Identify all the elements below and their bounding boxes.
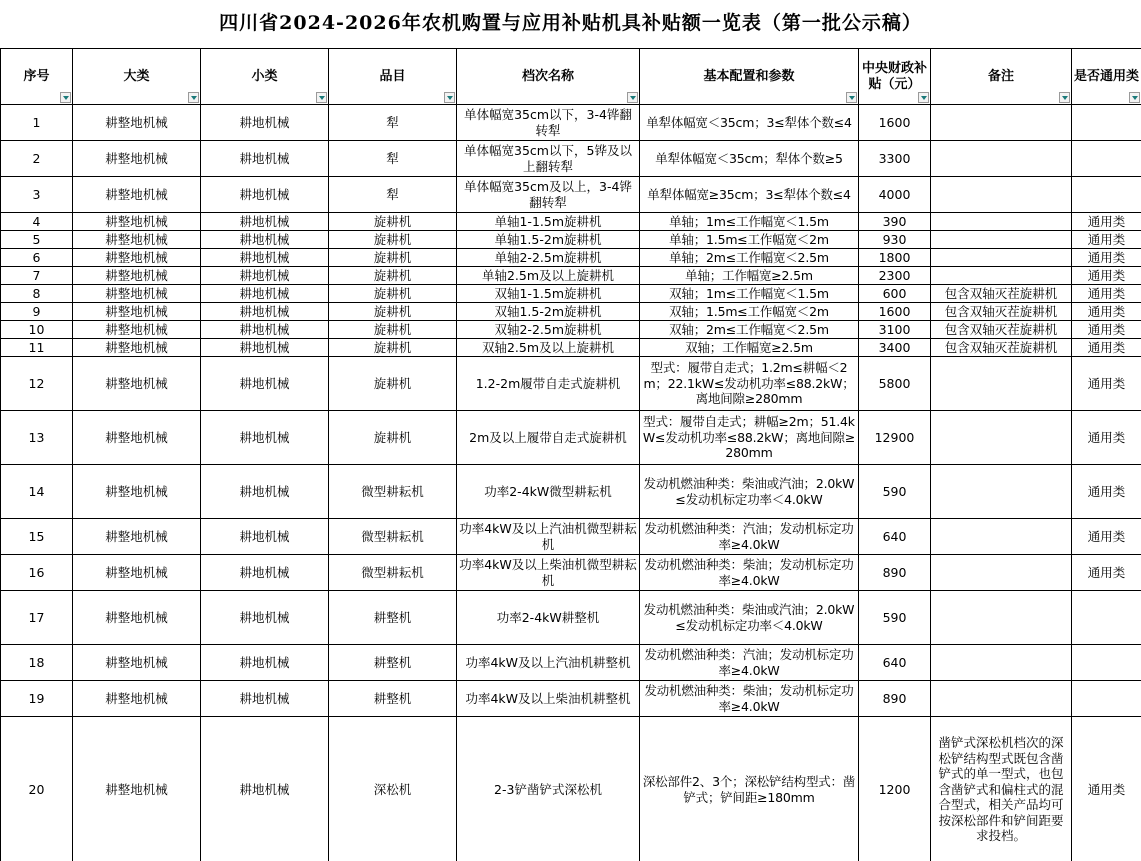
cell-category[interactable]: 耕整地机械 bbox=[73, 141, 201, 177]
cell-grade[interactable]: 单体幅宽35cm及以上，3-4铧翻转犁 bbox=[457, 177, 640, 213]
table-row bbox=[1, 357, 1141, 411]
cell-subcategory[interactable]: 耕地机械 bbox=[201, 285, 329, 303]
cell-grade[interactable]: 1.2-2m履带自走式旋耕机 bbox=[457, 357, 640, 411]
cell-item[interactable]: 旋耕机 bbox=[329, 411, 457, 465]
cell-no[interactable]: 11 bbox=[1, 339, 73, 357]
filter-dropdown-icon[interactable] bbox=[188, 92, 199, 103]
column-header-no[interactable]: 序号 bbox=[1, 49, 73, 105]
cell-no[interactable]: 13 bbox=[1, 411, 73, 465]
cell-item[interactable]: 微型耕耘机 bbox=[329, 465, 457, 519]
cell-grade[interactable]: 单轴1-1.5m旋耕机 bbox=[457, 213, 640, 231]
cell-general[interactable]: 通用类 bbox=[1072, 303, 1141, 321]
table-row bbox=[1, 465, 1141, 519]
table-row bbox=[1, 303, 1141, 321]
subsidy-table bbox=[0, 48, 1141, 861]
cell-subsidy[interactable]: 3400 bbox=[859, 339, 931, 357]
cell-grade[interactable]: 单轴2.5m及以上旋耕机 bbox=[457, 267, 640, 285]
cell-general[interactable] bbox=[1072, 177, 1141, 213]
cell-no[interactable]: 10 bbox=[1, 321, 73, 339]
column-header-category[interactable]: 大类 bbox=[73, 49, 201, 105]
table-row bbox=[1, 519, 1141, 555]
cell-no[interactable]: 4 bbox=[1, 213, 73, 231]
cell-category[interactable]: 耕整地机械 bbox=[73, 591, 201, 645]
cell-note[interactable] bbox=[931, 357, 1072, 411]
cell-subsidy[interactable]: 1600 bbox=[859, 105, 931, 141]
cell-grade[interactable]: 功率4kW及以上柴油机微型耕耘机 bbox=[457, 555, 640, 591]
cell-category[interactable]: 耕整地机械 bbox=[73, 465, 201, 519]
cell-note[interactable] bbox=[931, 177, 1072, 213]
cell-config[interactable]: 发动机燃油种类：柴油或汽油；2.0kW≤发动机标定功率＜4.0kW bbox=[640, 591, 859, 645]
cell-subcategory[interactable]: 耕地机械 bbox=[201, 141, 329, 177]
cell-subcategory[interactable]: 耕地机械 bbox=[201, 105, 329, 141]
cell-config[interactable]: 发动机燃油种类：柴油；发动机标定功率≥4.0kW bbox=[640, 555, 859, 591]
filter-dropdown-icon[interactable] bbox=[1059, 92, 1070, 103]
cell-no[interactable]: 16 bbox=[1, 555, 73, 591]
cell-note[interactable] bbox=[931, 141, 1072, 177]
filter-dropdown-icon[interactable] bbox=[918, 92, 929, 103]
cell-item[interactable]: 耕整机 bbox=[329, 681, 457, 717]
column-header-config[interactable]: 基本配置和参数 bbox=[640, 49, 859, 105]
cell-item[interactable]: 微型耕耘机 bbox=[329, 555, 457, 591]
cell-grade[interactable]: 双轴2.5m及以上旋耕机 bbox=[457, 339, 640, 357]
cell-config[interactable]: 单犁体幅宽＜35cm；犁体个数≥5 bbox=[640, 141, 859, 177]
cell-grade[interactable]: 功率4kW及以上汽油机微型耕耘机 bbox=[457, 519, 640, 555]
cell-grade[interactable]: 2-3铲凿铲式深松机 bbox=[457, 717, 640, 861]
cell-grade[interactable]: 功率2-4kW微型耕耘机 bbox=[457, 465, 640, 519]
filter-dropdown-icon[interactable] bbox=[1129, 92, 1140, 103]
cell-subsidy[interactable]: 3300 bbox=[859, 141, 931, 177]
cell-no[interactable]: 6 bbox=[1, 249, 73, 267]
cell-grade[interactable]: 单轴2-2.5m旋耕机 bbox=[457, 249, 640, 267]
cell-subcategory[interactable]: 耕地机械 bbox=[201, 681, 329, 717]
cell-no[interactable]: 12 bbox=[1, 357, 73, 411]
cell-subsidy[interactable]: 12900 bbox=[859, 411, 931, 465]
cell-category[interactable]: 耕整地机械 bbox=[73, 339, 201, 357]
table-row bbox=[1, 681, 1141, 717]
cell-subsidy[interactable]: 1600 bbox=[859, 303, 931, 321]
cell-category[interactable]: 耕整地机械 bbox=[73, 717, 201, 861]
cell-no[interactable]: 8 bbox=[1, 285, 73, 303]
cell-general[interactable]: 通用类 bbox=[1072, 267, 1141, 285]
cell-note[interactable] bbox=[931, 681, 1072, 717]
cell-no[interactable]: 1 bbox=[1, 105, 73, 141]
cell-item[interactable]: 微型耕耘机 bbox=[329, 519, 457, 555]
cell-note[interactable] bbox=[931, 249, 1072, 267]
cell-subcategory[interactable]: 耕地机械 bbox=[201, 249, 329, 267]
cell-config[interactable]: 双轴；1.5m≤工作幅宽＜2m bbox=[640, 303, 859, 321]
cell-note[interactable] bbox=[931, 519, 1072, 555]
cell-subcategory[interactable]: 耕地机械 bbox=[201, 339, 329, 357]
cell-config[interactable]: 型式：履带自走式；耕幅≥2m；51.4kW≤发动机功率≤88.2kW；离地间隙≥280mm bbox=[640, 411, 859, 465]
cell-no[interactable]: 2 bbox=[1, 141, 73, 177]
cell-general[interactable] bbox=[1072, 591, 1141, 645]
cell-config[interactable]: 双轴；1m≤工作幅宽＜1.5m bbox=[640, 285, 859, 303]
cell-category[interactable]: 耕整地机械 bbox=[73, 177, 201, 213]
cell-config[interactable]: 双轴；2m≤工作幅宽＜2.5m bbox=[640, 321, 859, 339]
cell-category[interactable]: 耕整地机械 bbox=[73, 519, 201, 555]
cell-grade[interactable]: 双轴2-2.5m旋耕机 bbox=[457, 321, 640, 339]
cell-item[interactable]: 旋耕机 bbox=[329, 303, 457, 321]
cell-subsidy[interactable]: 890 bbox=[859, 555, 931, 591]
table-row bbox=[1, 105, 1141, 141]
cell-subsidy[interactable]: 390 bbox=[859, 213, 931, 231]
cell-no[interactable]: 14 bbox=[1, 465, 73, 519]
cell-general[interactable]: 通用类 bbox=[1072, 717, 1141, 861]
cell-category[interactable]: 耕整地机械 bbox=[73, 321, 201, 339]
cell-note[interactable]: 包含双轴灭茬旋耕机 bbox=[931, 285, 1072, 303]
cell-subsidy[interactable]: 3100 bbox=[859, 321, 931, 339]
table-row bbox=[1, 645, 1141, 681]
filter-dropdown-icon[interactable] bbox=[444, 92, 455, 103]
cell-item[interactable]: 旋耕机 bbox=[329, 339, 457, 357]
cell-config[interactable]: 单轴；1m≤工作幅宽＜1.5m bbox=[640, 213, 859, 231]
cell-config[interactable]: 单轴；1.5m≤工作幅宽＜2m bbox=[640, 231, 859, 249]
cell-general[interactable] bbox=[1072, 141, 1141, 177]
cell-no[interactable]: 18 bbox=[1, 645, 73, 681]
cell-general[interactable]: 通用类 bbox=[1072, 519, 1141, 555]
cell-subsidy[interactable]: 640 bbox=[859, 519, 931, 555]
cell-general[interactable]: 通用类 bbox=[1072, 231, 1141, 249]
cell-general[interactable]: 通用类 bbox=[1072, 249, 1141, 267]
cell-no[interactable]: 17 bbox=[1, 591, 73, 645]
table-row bbox=[1, 249, 1141, 267]
cell-subcategory[interactable]: 耕地机械 bbox=[201, 717, 329, 861]
cell-item[interactable]: 犁 bbox=[329, 141, 457, 177]
cell-item[interactable]: 犁 bbox=[329, 105, 457, 141]
column-header-grade[interactable]: 档次名称 bbox=[457, 49, 640, 105]
table-row bbox=[1, 339, 1141, 357]
cell-note[interactable] bbox=[931, 213, 1072, 231]
cell-category[interactable]: 耕整地机械 bbox=[73, 681, 201, 717]
cell-note[interactable]: 包含双轴灭茬旋耕机 bbox=[931, 321, 1072, 339]
cell-config[interactable]: 双轴；工作幅宽≥2.5m bbox=[640, 339, 859, 357]
cell-item[interactable]: 旋耕机 bbox=[329, 321, 457, 339]
cell-subsidy[interactable]: 640 bbox=[859, 645, 931, 681]
cell-general[interactable] bbox=[1072, 681, 1141, 717]
cell-category[interactable]: 耕整地机械 bbox=[73, 231, 201, 249]
cell-grade[interactable]: 双轴1-1.5m旋耕机 bbox=[457, 285, 640, 303]
filter-dropdown-icon[interactable] bbox=[316, 92, 327, 103]
cell-no[interactable]: 7 bbox=[1, 267, 73, 285]
column-header-note[interactable]: 备注 bbox=[931, 49, 1072, 105]
cell-grade[interactable]: 单体幅宽35cm以下，5铧及以上翻转犁 bbox=[457, 141, 640, 177]
cell-config[interactable]: 单犁体幅宽≥35cm；3≤犁体个数≤4 bbox=[640, 177, 859, 213]
cell-no[interactable]: 3 bbox=[1, 177, 73, 213]
cell-category[interactable]: 耕整地机械 bbox=[73, 249, 201, 267]
cell-general[interactable]: 通用类 bbox=[1072, 339, 1141, 357]
cell-subsidy[interactable]: 930 bbox=[859, 231, 931, 249]
cell-grade[interactable]: 2m及以上履带自走式旋耕机 bbox=[457, 411, 640, 465]
sheet-title: 四川省2024-2026年农机购置与应用补贴机具补贴额一览表（第一批公示稿） bbox=[219, 12, 922, 34]
filter-dropdown-icon[interactable] bbox=[627, 92, 638, 103]
table-row bbox=[1, 321, 1141, 339]
cell-note[interactable]: 包含双轴灭茬旋耕机 bbox=[931, 339, 1072, 357]
cell-subcategory[interactable]: 耕地机械 bbox=[201, 231, 329, 249]
column-header-general[interactable]: 是否通用类 bbox=[1072, 49, 1141, 105]
table-row bbox=[1, 717, 1141, 861]
cell-category[interactable]: 耕整地机械 bbox=[73, 357, 201, 411]
cell-note[interactable]: 包含双轴灭茬旋耕机 bbox=[931, 303, 1072, 321]
cell-general[interactable]: 通用类 bbox=[1072, 555, 1141, 591]
cell-config[interactable]: 发动机燃油种类：汽油；发动机标定功率≥4.0kW bbox=[640, 519, 859, 555]
cell-grade[interactable]: 单轴1.5-2m旋耕机 bbox=[457, 231, 640, 249]
cell-general[interactable]: 通用类 bbox=[1072, 411, 1141, 465]
cell-note[interactable] bbox=[931, 645, 1072, 681]
cell-subcategory[interactable]: 耕地机械 bbox=[201, 267, 329, 285]
cell-note[interactable] bbox=[931, 267, 1072, 285]
cell-subsidy[interactable]: 590 bbox=[859, 465, 931, 519]
cell-general[interactable] bbox=[1072, 645, 1141, 681]
cell-no[interactable]: 15 bbox=[1, 519, 73, 555]
cell-config[interactable]: 型式：履带自走式；1.2m≤耕幅＜2m；22.1kW≤发动机功率≤88.2kW；离地间隙≥280mm bbox=[640, 357, 859, 411]
cell-config[interactable]: 发动机燃油种类：柴油或汽油；2.0kW≤发动机标定功率＜4.0kW bbox=[640, 465, 859, 519]
cell-general[interactable]: 通用类 bbox=[1072, 285, 1141, 303]
cell-subcategory[interactable]: 耕地机械 bbox=[201, 177, 329, 213]
table-row bbox=[1, 267, 1141, 285]
column-header-subsidy[interactable]: 中央财政补贴（元） bbox=[859, 49, 931, 105]
cell-subcategory[interactable]: 耕地机械 bbox=[201, 645, 329, 681]
cell-item[interactable]: 旋耕机 bbox=[329, 249, 457, 267]
table-row bbox=[1, 411, 1141, 465]
cell-item[interactable]: 犁 bbox=[329, 177, 457, 213]
cell-subsidy[interactable]: 600 bbox=[859, 285, 931, 303]
cell-subcategory[interactable]: 耕地机械 bbox=[201, 357, 329, 411]
cell-category[interactable]: 耕整地机械 bbox=[73, 555, 201, 591]
cell-note[interactable]: 凿铲式深松机档次的深松铲结构型式既包含凿铲式的单一型式，也包含凿铲式和偏柱式的混合型式，相关产品均可按深松部件和铲间距要求投档。 bbox=[931, 717, 1072, 861]
cell-category[interactable]: 耕整地机械 bbox=[73, 285, 201, 303]
cell-no[interactable]: 5 bbox=[1, 231, 73, 249]
cell-item[interactable]: 旋耕机 bbox=[329, 285, 457, 303]
cell-subsidy[interactable]: 590 bbox=[859, 591, 931, 645]
column-header-subcategory[interactable]: 小类 bbox=[201, 49, 329, 105]
cell-item[interactable]: 旋耕机 bbox=[329, 267, 457, 285]
table-row bbox=[1, 177, 1141, 213]
table-row bbox=[1, 555, 1141, 591]
cell-note[interactable] bbox=[931, 591, 1072, 645]
cell-grade[interactable]: 单体幅宽35cm以下，3-4铧翻转犁 bbox=[457, 105, 640, 141]
cell-config[interactable]: 发动机燃油种类：汽油；发动机标定功率≥4.0kW bbox=[640, 645, 859, 681]
cell-no[interactable]: 20 bbox=[1, 717, 73, 861]
cell-grade[interactable]: 功率4kW及以上汽油机耕整机 bbox=[457, 645, 640, 681]
table-row bbox=[1, 141, 1141, 177]
cell-config[interactable]: 发动机燃油种类：柴油；发动机标定功率≥4.0kW bbox=[640, 681, 859, 717]
cell-subcategory[interactable]: 耕地机械 bbox=[201, 555, 329, 591]
cell-subsidy[interactable]: 2300 bbox=[859, 267, 931, 285]
cell-general[interactable] bbox=[1072, 105, 1141, 141]
cell-note[interactable] bbox=[931, 555, 1072, 591]
cell-category[interactable]: 耕整地机械 bbox=[73, 411, 201, 465]
cell-config[interactable]: 单犁体幅宽＜35cm；3≤犁体个数≤4 bbox=[640, 105, 859, 141]
cell-item[interactable]: 旋耕机 bbox=[329, 357, 457, 411]
cell-subsidy[interactable]: 5800 bbox=[859, 357, 931, 411]
table-row bbox=[1, 285, 1141, 303]
cell-note[interactable] bbox=[931, 105, 1072, 141]
cell-config[interactable]: 深松部件2、3个；深松铲结构型式：凿铲式；铲间距≥180mm bbox=[640, 717, 859, 861]
cell-item[interactable]: 深松机 bbox=[329, 717, 457, 861]
cell-item[interactable]: 耕整机 bbox=[329, 645, 457, 681]
cell-config[interactable]: 单轴；工作幅宽≥2.5m bbox=[640, 267, 859, 285]
column-header-item[interactable]: 品目 bbox=[329, 49, 457, 105]
cell-subsidy[interactable]: 1200 bbox=[859, 717, 931, 861]
cell-subcategory[interactable]: 耕地机械 bbox=[201, 321, 329, 339]
cell-item[interactable]: 耕整机 bbox=[329, 591, 457, 645]
cell-note[interactable] bbox=[931, 411, 1072, 465]
cell-subsidy[interactable]: 1800 bbox=[859, 249, 931, 267]
cell-note[interactable] bbox=[931, 465, 1072, 519]
cell-config[interactable]: 单轴；2m≤工作幅宽＜2.5m bbox=[640, 249, 859, 267]
cell-category[interactable]: 耕整地机械 bbox=[73, 267, 201, 285]
header-row bbox=[1, 49, 1141, 105]
filter-dropdown-icon[interactable] bbox=[846, 92, 857, 103]
cell-grade[interactable]: 功率4kW及以上柴油机耕整机 bbox=[457, 681, 640, 717]
cell-item[interactable]: 旋耕机 bbox=[329, 231, 457, 249]
cell-category[interactable]: 耕整地机械 bbox=[73, 105, 201, 141]
filter-dropdown-icon[interactable] bbox=[60, 92, 71, 103]
cell-subcategory[interactable]: 耕地机械 bbox=[201, 519, 329, 555]
cell-category[interactable]: 耕整地机械 bbox=[73, 645, 201, 681]
cell-category[interactable]: 耕整地机械 bbox=[73, 213, 201, 231]
cell-subcategory[interactable]: 耕地机械 bbox=[201, 303, 329, 321]
cell-subsidy[interactable]: 4000 bbox=[859, 177, 931, 213]
table-row bbox=[1, 213, 1141, 231]
cell-grade[interactable]: 双轴1.5-2m旋耕机 bbox=[457, 303, 640, 321]
cell-general[interactable]: 通用类 bbox=[1072, 465, 1141, 519]
cell-item[interactable]: 旋耕机 bbox=[329, 213, 457, 231]
cell-category[interactable]: 耕整地机械 bbox=[73, 303, 201, 321]
cell-general[interactable]: 通用类 bbox=[1072, 213, 1141, 231]
cell-note[interactable] bbox=[931, 231, 1072, 249]
cell-no[interactable]: 19 bbox=[1, 681, 73, 717]
cell-grade[interactable]: 功率2-4kW耕整机 bbox=[457, 591, 640, 645]
cell-subcategory[interactable]: 耕地机械 bbox=[201, 465, 329, 519]
cell-general[interactable]: 通用类 bbox=[1072, 321, 1141, 339]
cell-subcategory[interactable]: 耕地机械 bbox=[201, 213, 329, 231]
cell-general[interactable]: 通用类 bbox=[1072, 357, 1141, 411]
cell-subsidy[interactable]: 890 bbox=[859, 681, 931, 717]
table-row bbox=[1, 231, 1141, 249]
cell-no[interactable]: 9 bbox=[1, 303, 73, 321]
cell-subcategory[interactable]: 耕地机械 bbox=[201, 411, 329, 465]
table-row bbox=[1, 591, 1141, 645]
cell-subcategory[interactable]: 耕地机械 bbox=[201, 591, 329, 645]
